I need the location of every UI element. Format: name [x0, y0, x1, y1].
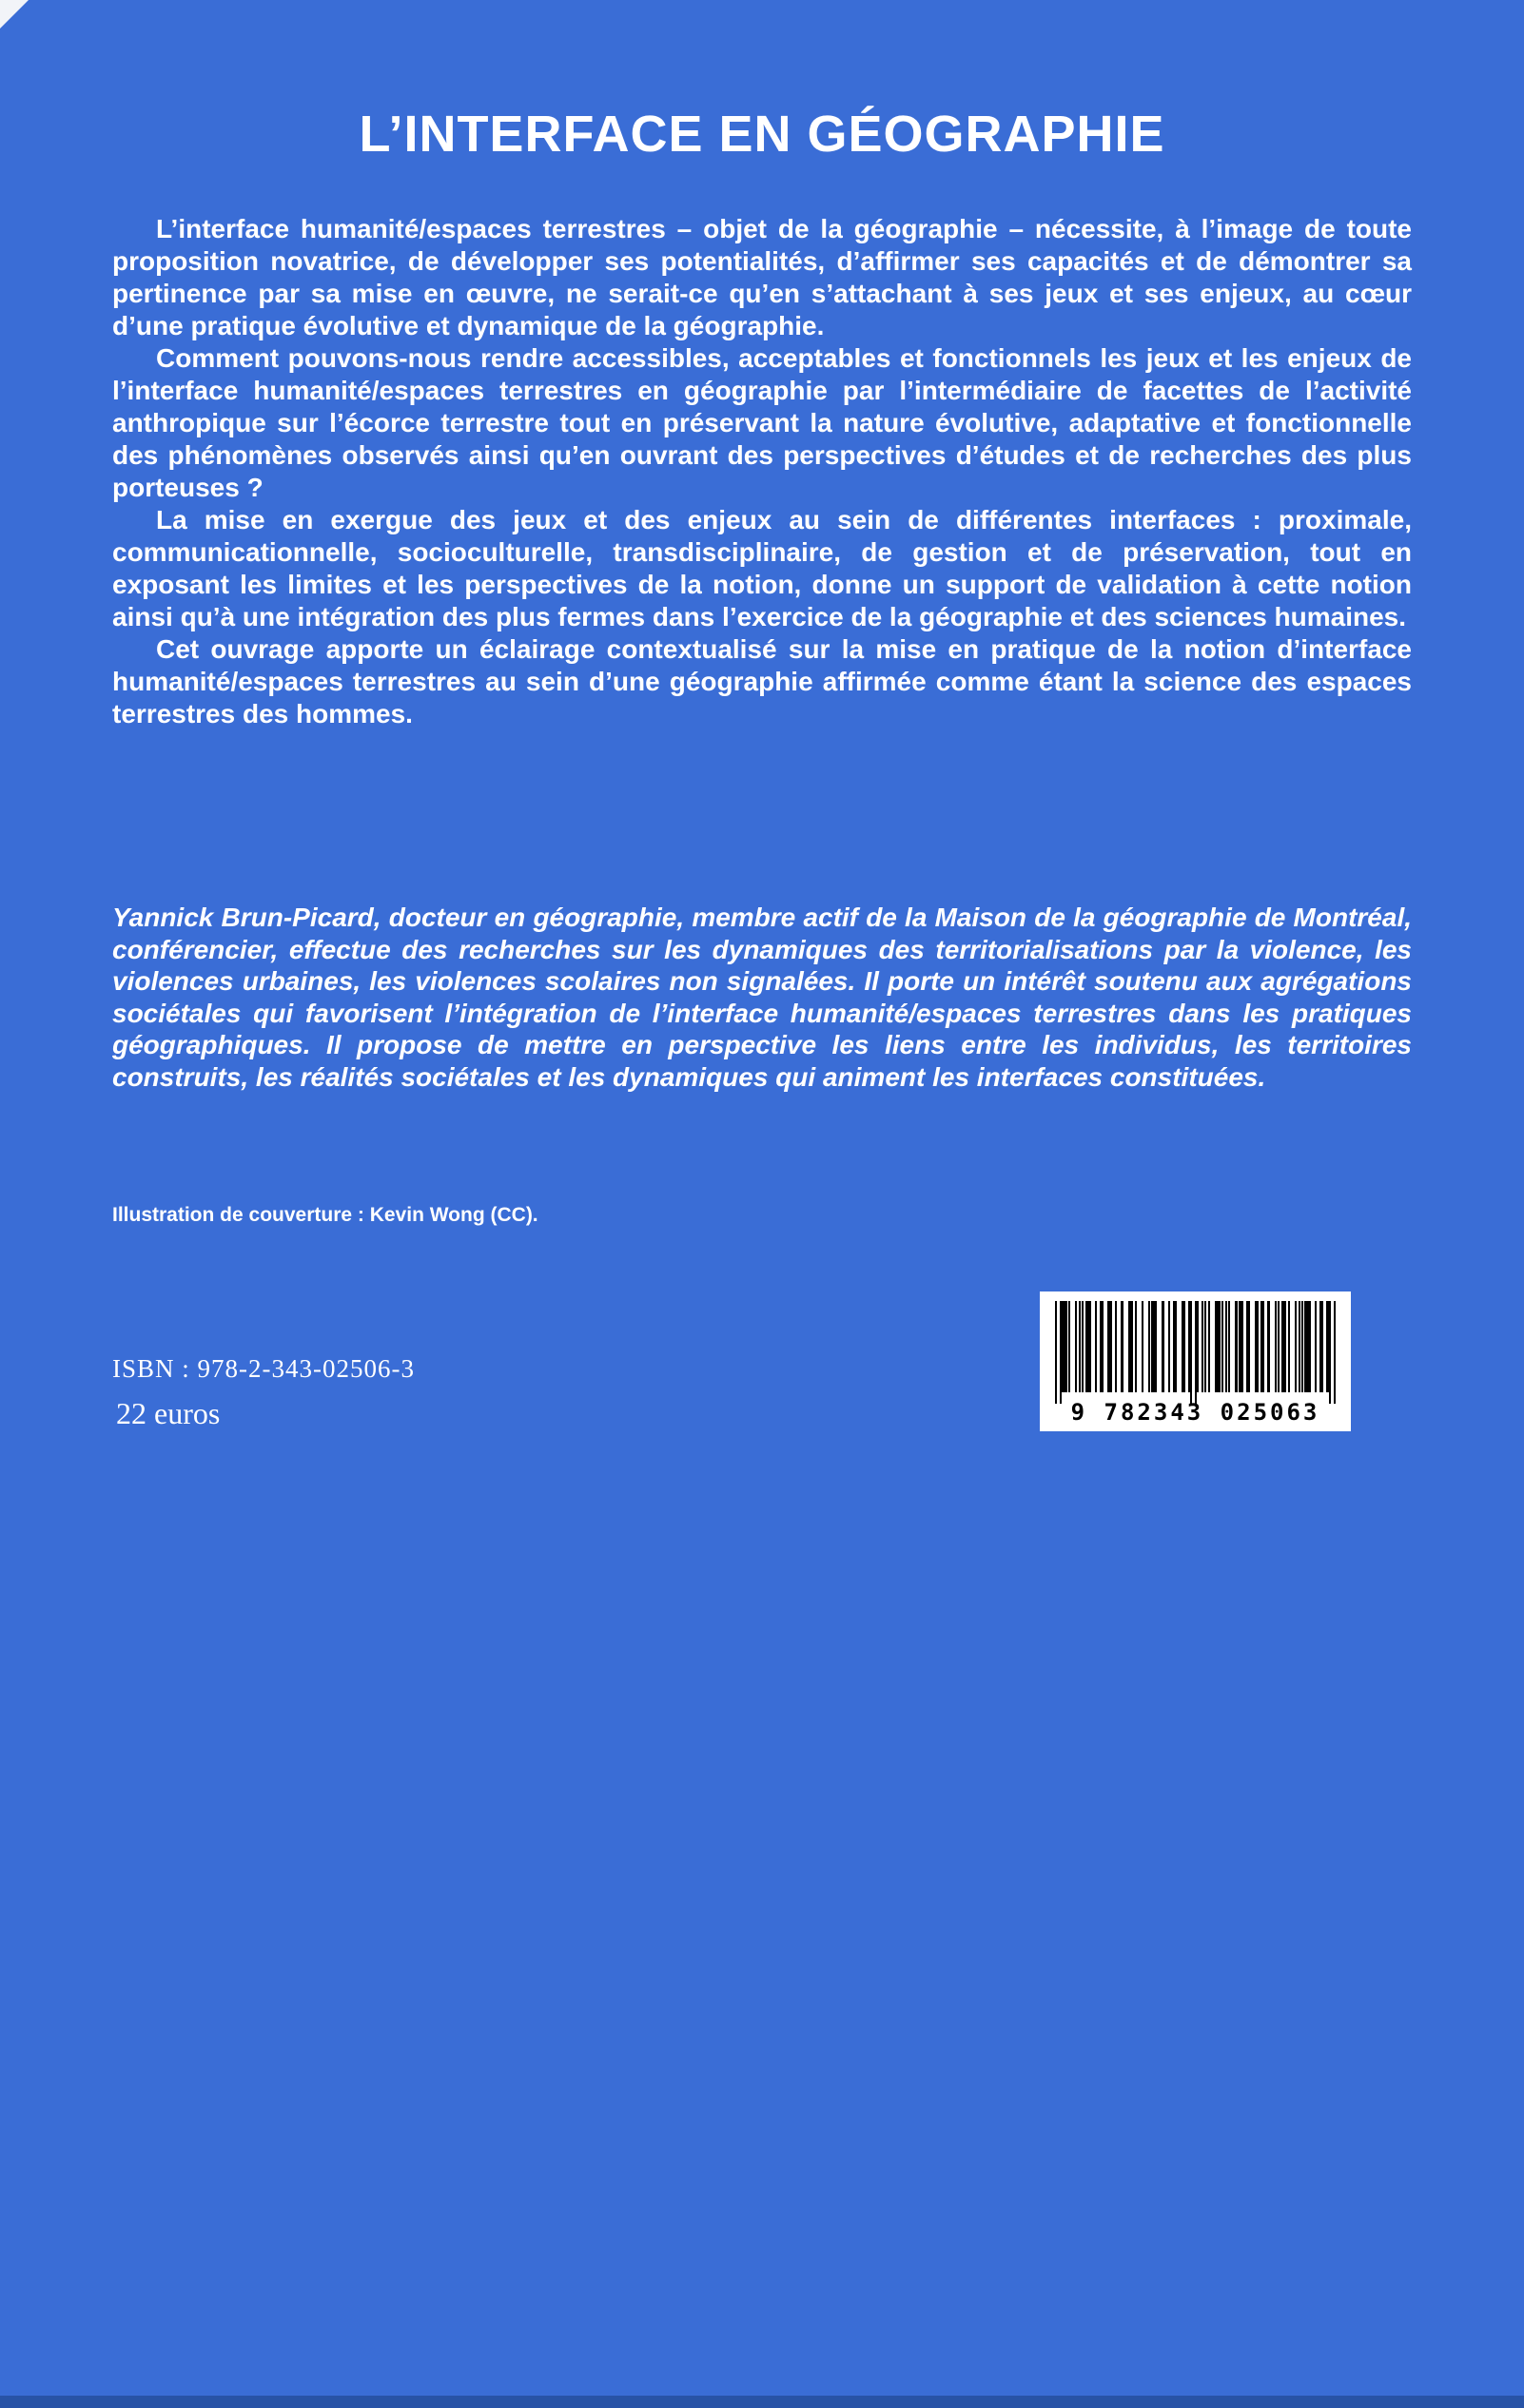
barcode-guard-left [1055, 1301, 1062, 1404]
isbn-text: ISBN : 978-2-343-02506-3 [112, 1354, 415, 1383]
barcode-guard-right [1329, 1301, 1336, 1404]
bottom-edge-bar [0, 2396, 1524, 2408]
price-text: 22 euros [116, 1396, 221, 1430]
barcode-number: 9 782343 025063 [1070, 1399, 1320, 1426]
synopsis-paragraph-4: Cet ouvrage apporte un éclairage contextualisé sur la mise en pratique de la notion d’interface humanité/espaces terrestres au sein d’une géographie affirmée comme étant la science des espaces terrestres des hommes. [112, 634, 1412, 728]
author-name: Yannick Brun-Picard [112, 903, 374, 932]
book-title: L’INTERFACE EN GÉOGRAPHIE [359, 106, 1165, 163]
barcode-guard-middle [1190, 1301, 1197, 1404]
synopsis [112, 213, 1412, 730]
synopsis-paragraph-1: L’interface humanité/espaces terrestres – objet de la géographie – nécessite, à l’image de toute proposition novatrice, de développer ses potentialités, d’affirmer ses capacités et de démontrer sa pertinence par sa mise en œuvre, ne serait-ce qu’en s’attachant à ses jeux et ses enjeux, au cœur d’une pratique évolutive et dynamique de la géographie. [112, 214, 1412, 340]
barcode [1040, 1291, 1351, 1431]
cover-illustration-credit: Illustration de couverture : Kevin Wong (CC). [112, 1204, 538, 1226]
synopsis-paragraph-2: Comment pouvons-nous rendre accessibles, acceptables et fonctionnels les jeux et les enjeux de l’interface humanité/espaces terrestres en géographie par l’intermédiaire de facettes de l’activité anthropique sur l’écorce terrestre tout en préservant la nature évolutive, adaptative et fonctionnelle des phénomènes observés ainsi qu’en ouvrant des perspectives d’études et de recherches des plus porteuses ? [112, 343, 1412, 502]
author-bio-text: , docteur en géographie, membre actif de la Maison de la géographie de Montréal, conférencier, effectue des recherches sur les dynamiques des territorialisations par la violence, les violences urbaines, les violences scolaires non signalées. Il porte un intérêt soutenu aux agrégations sociétales qui favorisent l’intégration de l’interface humanité/espaces terrestres dans les pratiques géographiques. Il propose de mettre en perspective les liens entre les individus, les territoires construits, les réalités sociétales et les dynamiques qui animent les interfaces constituées. [112, 903, 1413, 1092]
synopsis-paragraph-3: La mise en exergue des jeux et des enjeux au sein de différentes interfaces : proximale, communicationnelle, socioculturelle, transdisciplinaire, de gestion et de préservation, tout en exposant les limites et les perspectives de la notion, donne un support de validation à cette notion ainsi qu’à une intégration des plus fermes dans l’exercice de la géographie et des sciences humaines. [112, 505, 1412, 631]
page-corner-curl [0, 0, 29, 29]
author-bio [112, 902, 1412, 1093]
